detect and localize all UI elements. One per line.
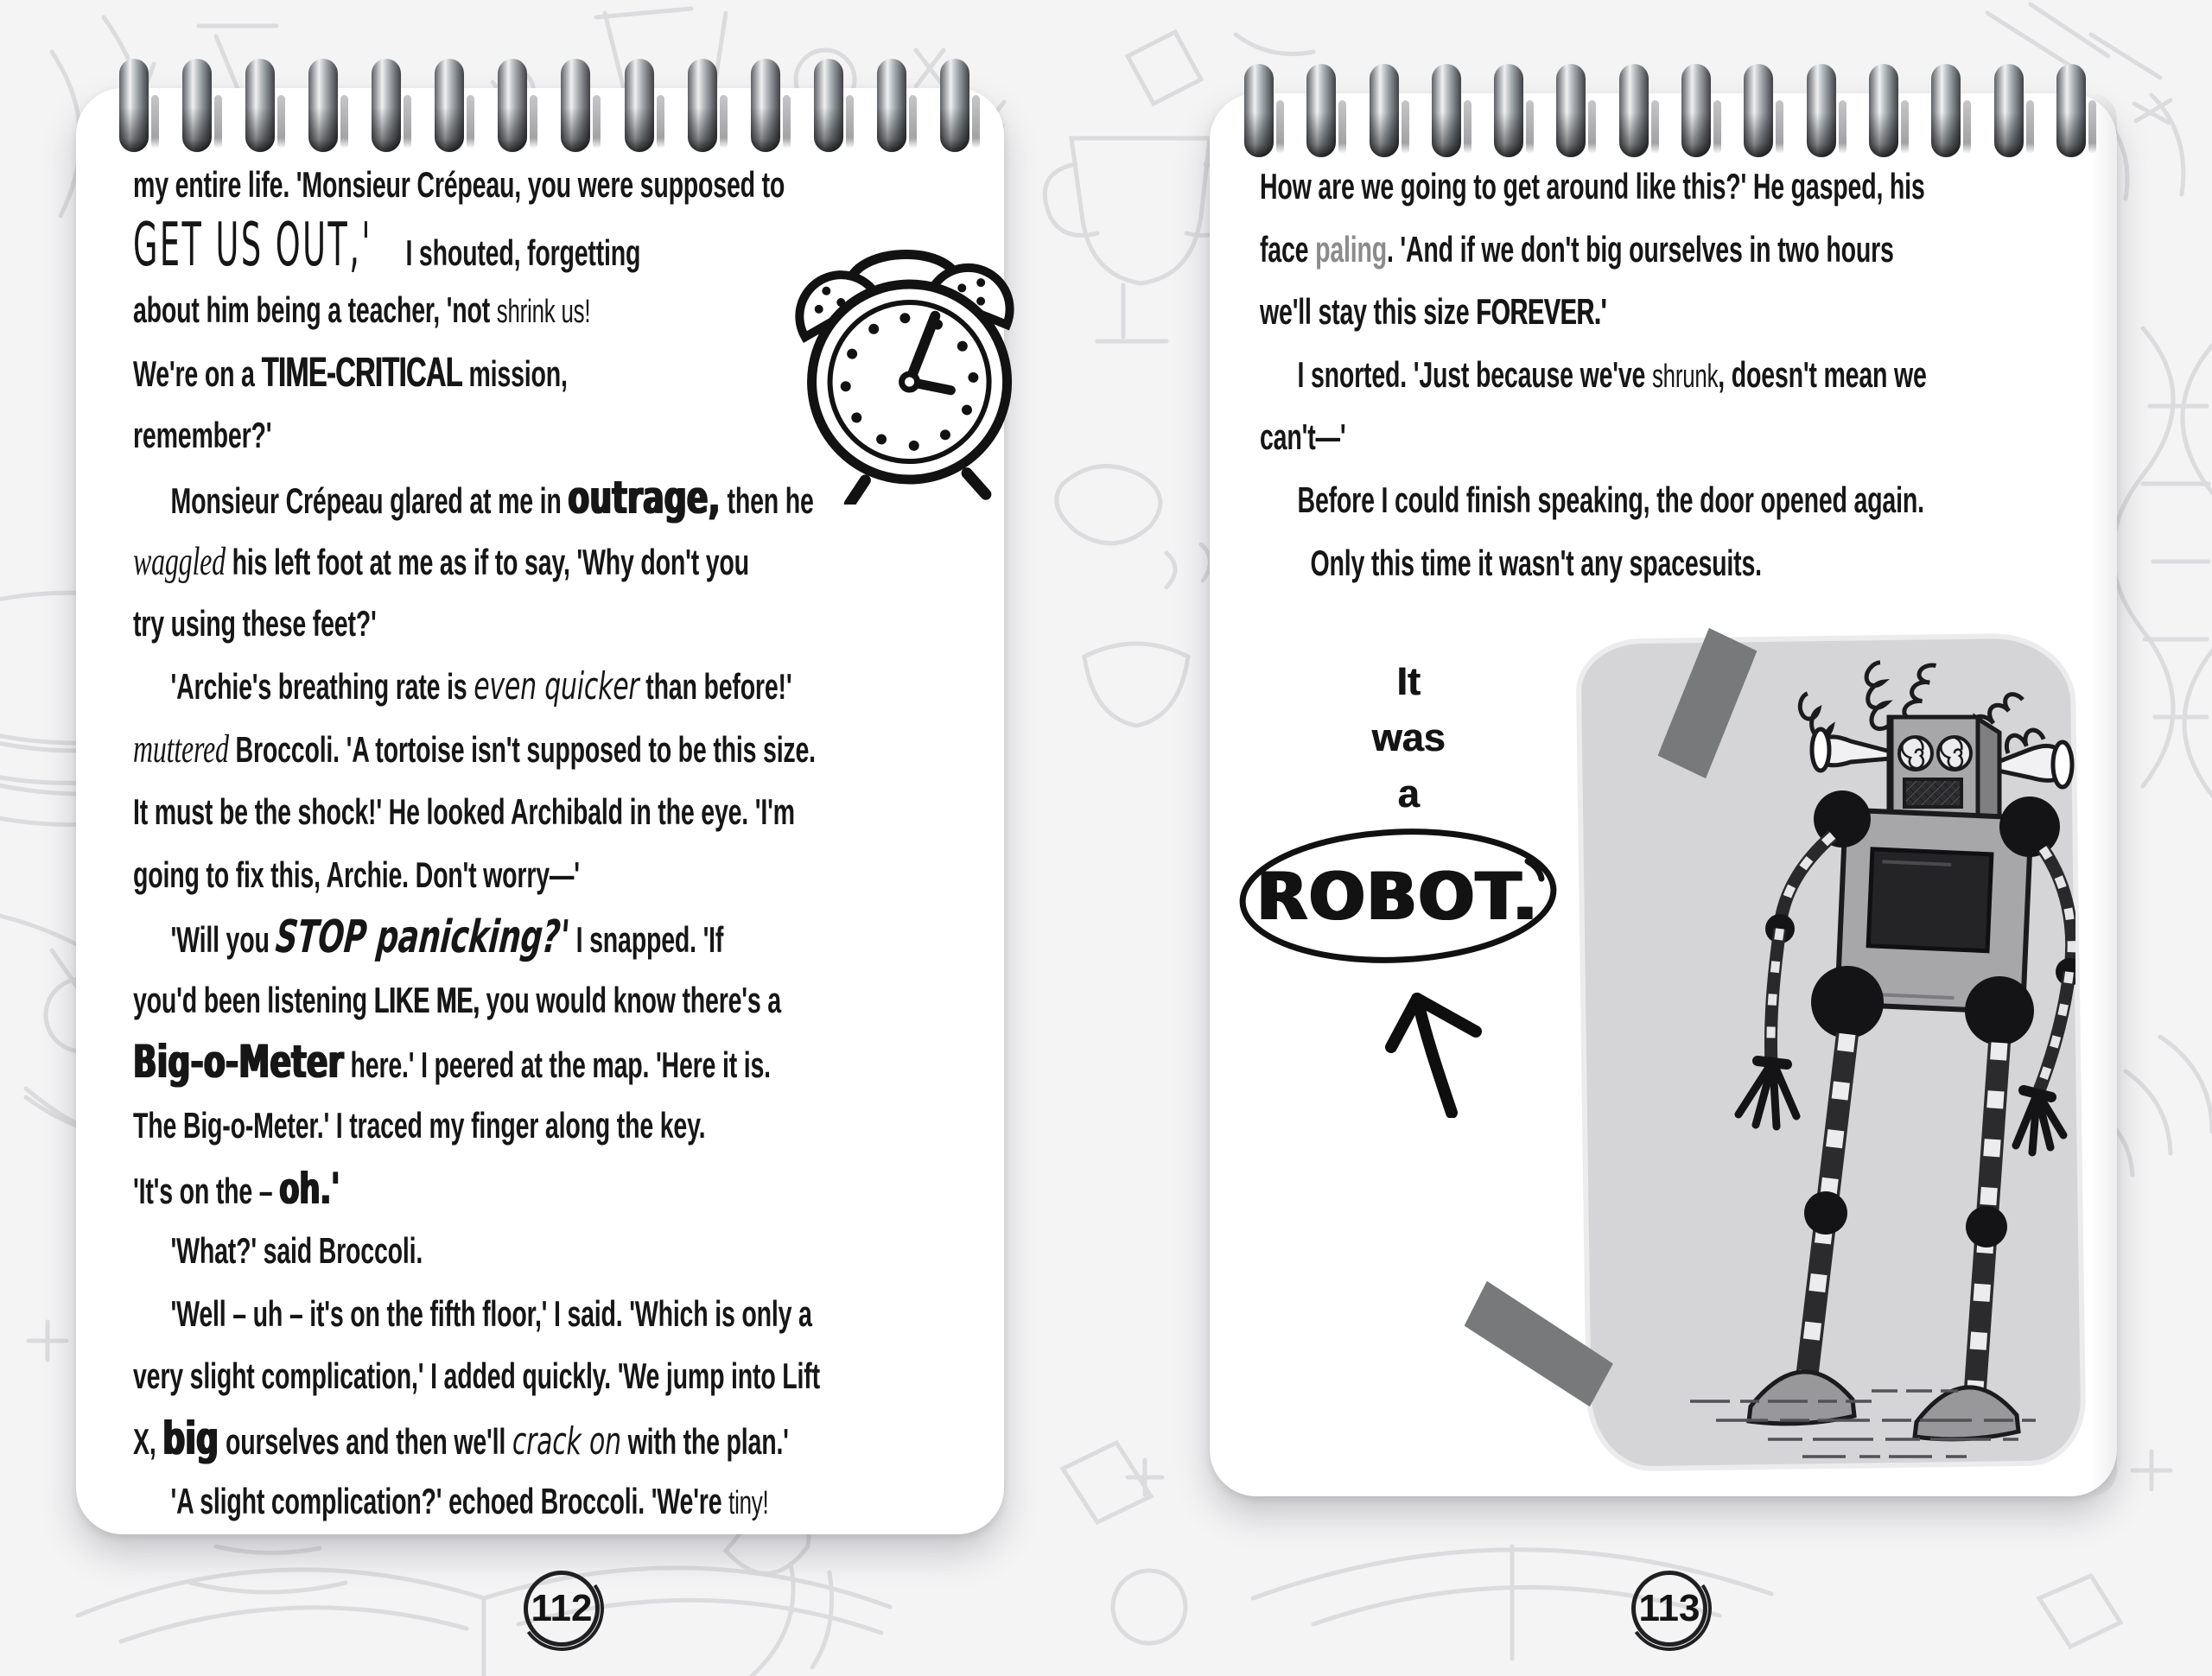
story-text: 'What?' said Broccoli. (170, 1230, 423, 1272)
story-text: Before I could finish speaking, the door opened again. (1297, 479, 1924, 520)
story-line (1260, 406, 1927, 469)
story-line (133, 1408, 820, 1471)
story-text-gray: paling (1315, 228, 1387, 270)
page-number-112 (524, 1571, 600, 1647)
story-line (133, 530, 820, 594)
caption-word: was (1371, 715, 1446, 759)
binding-ring-icon (1807, 64, 1836, 157)
caption-word: a (1397, 771, 1420, 816)
story-text: here.' I peered at the map. 'Here it is. (343, 1044, 771, 1086)
story-text-script: crack on (512, 1419, 621, 1463)
story-text: you'd been listening (133, 979, 374, 1020)
story-text: 'Archie's breathing rate is (170, 665, 474, 707)
binding-ring-icon (751, 59, 780, 152)
robot-word: ROBOT. (1256, 857, 1540, 935)
story-line (133, 342, 820, 405)
binding-ring-icon (1556, 64, 1586, 157)
story-text-emphasis: Big-o-Meter (133, 1036, 344, 1089)
story-text: face (1260, 228, 1316, 270)
robot-caption-bubble (1232, 822, 1564, 969)
story-text-emphasis: big (162, 1412, 219, 1465)
binding-ring-icon (1681, 64, 1711, 157)
binding-ring-icon (182, 59, 212, 152)
story-line (133, 1032, 820, 1095)
binding-ring-icon (119, 59, 149, 152)
story-text: you would know there's a (479, 979, 781, 1020)
binding-ring-icon (1244, 64, 1274, 157)
binding-ring-icon (308, 59, 338, 152)
right-page-text (1260, 156, 1927, 594)
story-line (133, 467, 820, 530)
binding-ring-icon (1869, 64, 1898, 157)
story-text: 'Well – uh – it's on the fifth floor,' I said. 'Which is only a (170, 1292, 812, 1334)
story-text: . 'And if we don't big ourselves in two hours (1386, 228, 1894, 270)
story-text-emphasis: STOP panicking?' (273, 911, 572, 964)
story-text: my entire life. 'Monsieur Crépeau, you were supposed to (133, 164, 785, 205)
binding-ring-icon (877, 59, 906, 152)
binding-ring-icon (1432, 64, 1461, 157)
story-line (133, 1470, 820, 1533)
story-text: Monsieur Crépeau glared at me in (170, 479, 569, 521)
story-line (133, 1283, 820, 1346)
story-text: I shouted, forgetting (398, 232, 641, 273)
story-text-small: shrunk (1651, 358, 1719, 395)
binding-ring-icon (435, 59, 464, 152)
story-line (133, 969, 820, 1032)
story-text-emphasis: LIKE ME, (373, 979, 480, 1020)
story-text: we'll stay this size (1260, 291, 1477, 333)
story-line (133, 656, 820, 719)
page-number-113 (1631, 1571, 1707, 1647)
story-line (1260, 469, 1927, 532)
binding-ring-icon (1994, 64, 2024, 157)
story-text: 'Will you (170, 919, 276, 961)
story-line (133, 1220, 820, 1283)
story-line (1260, 344, 1927, 407)
robot-icon (1586, 641, 2075, 1463)
binding-ring-icon (1619, 64, 1649, 157)
story-text: try using these feet?' (133, 603, 377, 644)
story-text: with the plan.' (620, 1420, 789, 1462)
story-text: 'It's on the – (133, 1170, 280, 1211)
story-text: Only this time it wasn't any spacesuits. (1310, 542, 1762, 583)
right-page (1210, 93, 2117, 1496)
binding-ring-icon (498, 59, 527, 152)
story-text-display: GET US OUT,' (133, 209, 372, 280)
story-text: about him being a teacher, 'not (133, 289, 497, 331)
story-text: very slight complication,' I added quickly. 'We jump into Lift (133, 1355, 820, 1397)
binding-ring-icon (2056, 64, 2086, 157)
binding-ring-icon (814, 59, 843, 152)
page-number-text: 112 (531, 1587, 593, 1629)
story-text: X, (133, 1420, 163, 1462)
left-page-text (133, 154, 820, 1533)
story-line (133, 154, 820, 217)
binding-ring-icon (372, 59, 401, 152)
binding-ring-icon (688, 59, 717, 152)
story-text: How are we going to get around like this?' He gasped, his (1260, 166, 1925, 206)
story-line (133, 404, 820, 467)
story-line (133, 1095, 820, 1158)
spiral-binding-right (1244, 64, 2086, 157)
story-line (133, 1158, 820, 1221)
story-text: The Big-o-Meter.' I traced my finger along the key. (133, 1104, 706, 1146)
story-text: We're on a (133, 352, 262, 394)
binding-ring-icon (561, 59, 590, 152)
story-line (133, 781, 820, 844)
story-text: It must be the shock!' He looked Archibald in the eye. 'I'm (133, 790, 795, 832)
binding-ring-icon (1306, 64, 1336, 157)
story-line (1260, 281, 1927, 344)
story-text: mission, (461, 352, 568, 394)
binding-ring-icon (625, 59, 654, 152)
story-text-emphasis: FOREVER.' (1476, 291, 1607, 333)
story-line (133, 718, 820, 781)
binding-ring-icon (1744, 64, 1773, 157)
story-text: then he (720, 479, 814, 521)
left-page (76, 88, 1004, 1534)
story-line (1260, 532, 1927, 595)
story-line (133, 209, 820, 280)
story-text-script: waggled (133, 538, 226, 584)
robot-illustration (1586, 641, 2075, 1463)
story-text: 'A slight complication?' echoed Broccoli. 'We're (170, 1481, 729, 1522)
story-text: , doesn't mean we (1718, 353, 1927, 395)
story-text: Broccoli. 'A tortoise isn't supposed to be this size. (228, 729, 816, 771)
story-text-script: even quicker (474, 663, 639, 708)
story-text-small: shrink us! (496, 294, 591, 331)
story-line (133, 593, 820, 656)
alarm-clock-icon (772, 228, 1048, 505)
story-line (133, 844, 820, 907)
caption-word: It (1396, 659, 1421, 703)
story-text: remember?' (133, 415, 272, 456)
story-line (133, 1345, 820, 1408)
spiral-binding-left (119, 59, 969, 152)
story-text: ourselves and then we'll (219, 1420, 512, 1462)
story-text-emphasis: outrage, (568, 471, 721, 524)
story-line (1260, 219, 1927, 282)
story-text: his left foot at me as if to say, 'Why don't you (225, 541, 749, 582)
story-text: can't—' (1260, 416, 1346, 458)
binding-ring-icon (245, 59, 275, 152)
story-text: I snorted. 'Just because we've (1297, 353, 1652, 395)
binding-ring-icon (1494, 64, 1523, 157)
story-text-script: muttered (133, 727, 229, 772)
binding-ring-icon (940, 59, 969, 152)
story-text-emphasis: TIME-CRITICAL (261, 349, 462, 396)
binding-ring-icon (1931, 64, 1961, 157)
up-arrow-icon (1379, 981, 1500, 1118)
story-text: than before!' (639, 665, 792, 707)
story-text: I snapped. 'If (569, 919, 724, 961)
story-line (133, 906, 820, 969)
binding-ring-icon (1370, 64, 1399, 157)
story-line (1260, 156, 1927, 219)
story-text-small: tiny! (728, 1485, 769, 1522)
story-text-emphasis: oh.' (279, 1163, 340, 1214)
page-number-text: 113 (1638, 1587, 1700, 1629)
story-line (133, 279, 820, 342)
it-was-a-caption (1322, 653, 1495, 822)
story-text: going to fix this, Archie. Don't worry—' (133, 854, 580, 895)
